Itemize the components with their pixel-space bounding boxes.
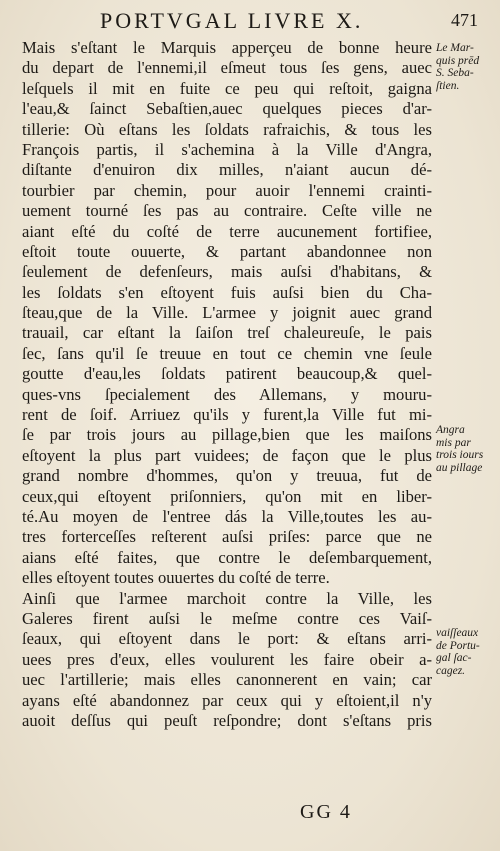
text-line: ſeaux, qui eſtoyent dans le port: & eſtans arri- bbox=[22, 629, 432, 649]
text-line: tillerie: Où eſtans les ſoldats rafraichis, & tous les bbox=[22, 119, 432, 139]
text-line: François partis, il s'achemina à la Ville d'Angra, bbox=[22, 139, 432, 159]
text-line: ques-vns ſpecialement des Allemans, y mouru- bbox=[22, 384, 432, 404]
text-line: uement tourné ſes pas au contraire. Ceſte ville ne bbox=[22, 201, 432, 221]
text-line: Mais s'eſtant le Marquis apperçeu de bonne heure bbox=[22, 38, 432, 57]
marginal-note-line: trois iours bbox=[436, 449, 484, 461]
text-line: auoit deſſus qui peuſt reſpondre; dont s'eſtans pris bbox=[22, 710, 432, 730]
text-line: les ſoldats s'en eſtoyent fuis auſsi bien du Cha- bbox=[22, 282, 432, 302]
text-line: ſe par trois jours au pillage,bien que les maiſons bbox=[22, 425, 432, 445]
text-line: ayans eſté abandonnez par ceux qui y eſtoient,il n'y bbox=[22, 690, 432, 710]
marginal-note-line: quis prēd bbox=[436, 54, 480, 67]
marginal-note-line: au pillage bbox=[436, 461, 483, 474]
body-text bbox=[22, 38, 432, 731]
text-line: tres forterceſſes reſterent auſsi priſes: parce que ne bbox=[22, 527, 432, 547]
text-line: eſtoit toute ouuerte, & partant abandonnee non bbox=[22, 241, 432, 261]
page-number: 471 bbox=[451, 10, 478, 30]
text-line: uees pres d'eux, elles voulurent les faire obeir a- bbox=[22, 649, 432, 669]
running-head: PORTVGAL LIVRE X. bbox=[100, 8, 364, 33]
page-header bbox=[60, 6, 480, 36]
text-line: aiant eſté du coſté de terre aucunement fortifiee, bbox=[22, 221, 432, 241]
text-line: ſeulement de defenſeurs, mais auſsi d'habitans, & bbox=[22, 262, 432, 282]
text-line: Ainſi que l'armee marchoit contre la Ville, les bbox=[22, 588, 432, 608]
text-line: grand nombre d'hommes, qu'on y treuua, fut de bbox=[22, 466, 432, 486]
text-line: du depart de l'ennemi,il eſmeut tous ſes gens, auec bbox=[22, 58, 432, 78]
marginal-note-line: Le Mar- bbox=[436, 42, 474, 54]
text-line: uec l'artillerie; mais elles canonnerent en vain; car bbox=[22, 670, 432, 690]
text-line: l'eau,& ſainct Sebaſtien,auec quelques pieces d'ar- bbox=[22, 99, 432, 119]
marginal-note-line: ſtien. bbox=[436, 79, 460, 92]
marginal-note-line: gal ſac- bbox=[436, 652, 472, 664]
text-line: eſtoyent la plus part vuidees; de façon que le plus bbox=[22, 445, 432, 465]
text-line: ſec, ſans qu'il ſe treuue en tout ce chemin vne ſeule bbox=[22, 343, 432, 363]
text-line: goutte d'eau,les ſoldats patirent beaucoup,& quel- bbox=[22, 364, 432, 384]
text-line: Galeres firent auſsi le meſme contre ces Vaiſ- bbox=[22, 608, 432, 628]
marginal-note-line: Angra bbox=[436, 424, 465, 436]
marginal-note-line: mis par bbox=[436, 436, 471, 449]
text-line: ſteau,que de la Ville. L'armee y joignit auec grand bbox=[22, 303, 432, 323]
marginal-note-vaisseaux bbox=[436, 627, 500, 677]
text-line: elles eſtoyent toutes ouuertes du coſté de terre. bbox=[22, 568, 330, 588]
text-line: ceux,qui eſtoyent priſonniers, qu'on mit en liber- bbox=[22, 486, 432, 506]
text-line: leſquels il mit en fuite ce peu qui reſtoit, gaigna bbox=[22, 78, 432, 98]
text-line: tourbier par chemin, pour auoir l'ennemi crainti- bbox=[22, 180, 432, 200]
marginal-note-line: cagez. bbox=[436, 664, 466, 677]
marginal-note-angra bbox=[436, 424, 500, 474]
text-line: rent de ſoif. Arriuez qu'ils y furent,la Ville fut mi- bbox=[22, 405, 432, 425]
marginal-note-line: de Portu- bbox=[436, 639, 480, 652]
signature-mark: GG 4 bbox=[300, 801, 352, 823]
text-line: té.Au moyen de l'entree dás la Ville,toutes les au- bbox=[22, 506, 432, 526]
text-line: trauail, car eſtant la ſaiſon treſ chaleureuſe, le pais bbox=[22, 323, 432, 343]
marginal-note-line: vaiſſeaux bbox=[436, 627, 479, 639]
marginal-note-marquis bbox=[436, 42, 500, 92]
text-line: diſtante d'enuiron dix milles, n'aiant aucun dé- bbox=[22, 160, 432, 180]
marginal-note-line: S. Seba- bbox=[436, 67, 474, 79]
text-line: aians eſté faites, que contre le deſembarquement, bbox=[22, 547, 432, 567]
